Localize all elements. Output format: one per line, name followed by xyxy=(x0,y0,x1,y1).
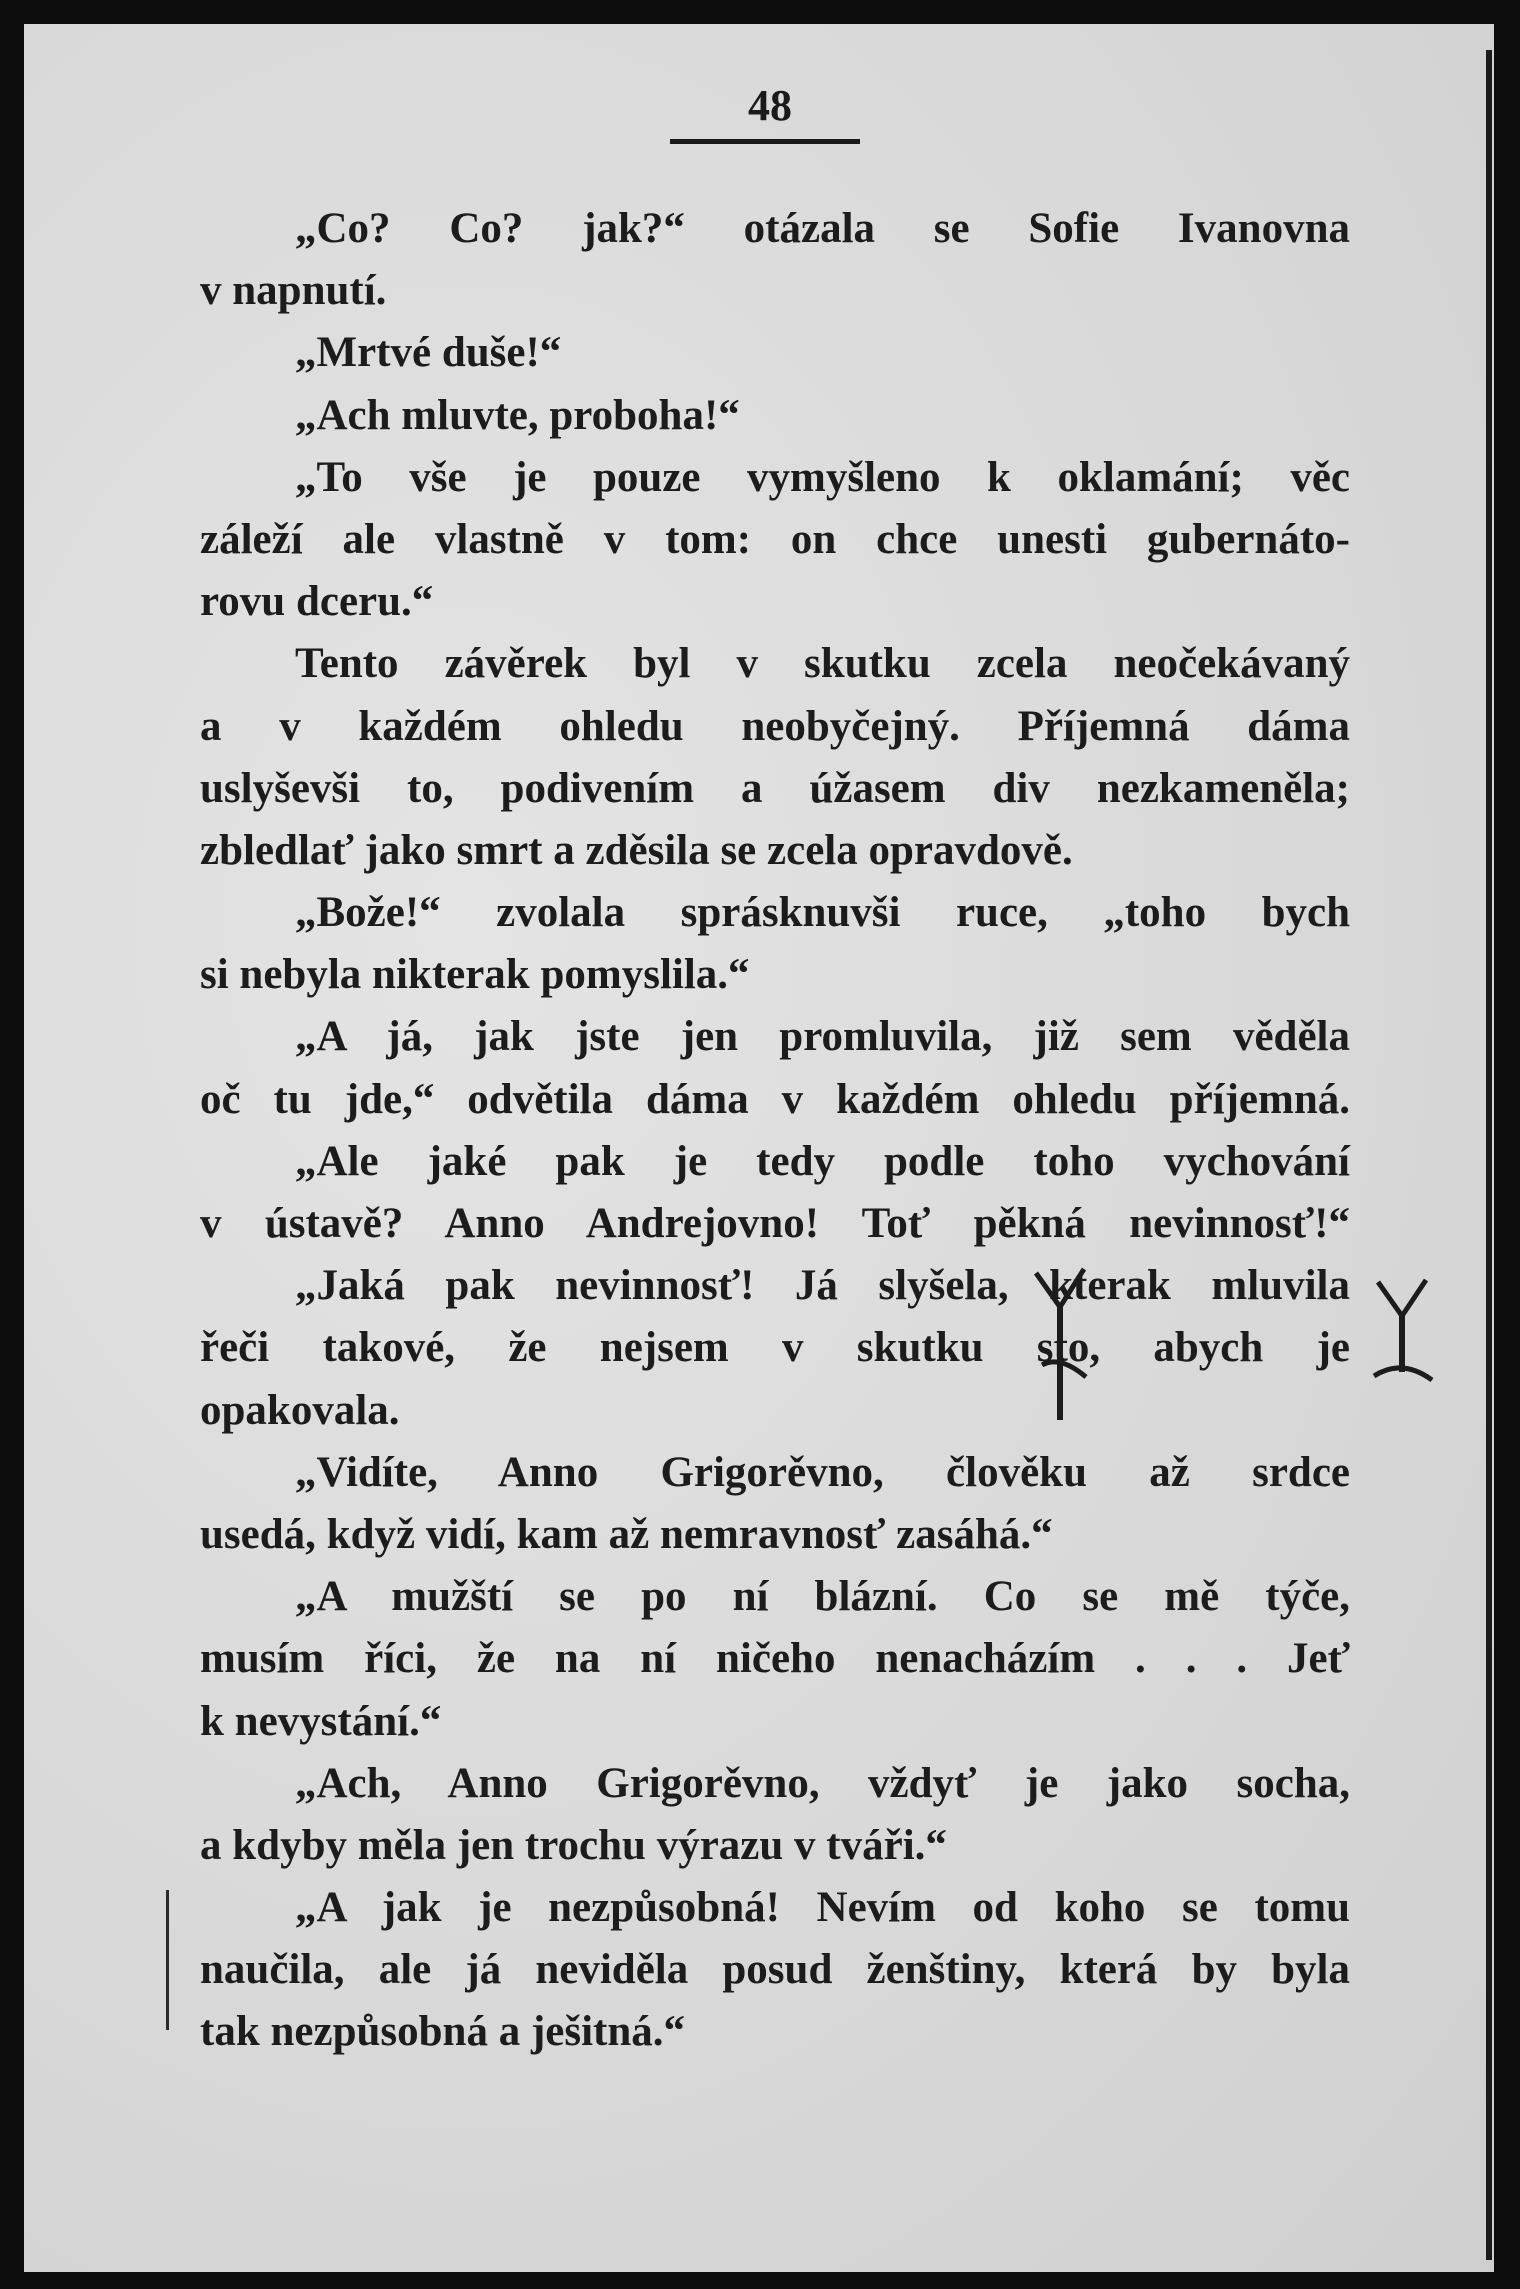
text-line: „A já, jak jste jen promluvila, již sem věděla xyxy=(295,1013,1350,1061)
text-line: záleží ale vlastně v tom: on chce unesti gubernáto- xyxy=(200,515,1350,563)
text-line: tak nezpůsobná a ješitná.“ xyxy=(200,2008,686,2056)
text-line: opakovala. xyxy=(200,1386,400,1434)
text-line: Tento závěrek byl v skutku zcela neočekávaný xyxy=(295,640,1350,688)
text-line: musím říci, že na ní ničeho nenacházím . . . Jeť xyxy=(200,1635,1350,1683)
text-line: „Ach mluvte, proboha!“ xyxy=(295,391,740,439)
text-line: si nebyla nikterak pomyslila.“ xyxy=(200,951,750,999)
page-edge-shadow xyxy=(1486,50,1492,2260)
text-line: „Ale jaké pak je tedy podle toho vychování xyxy=(295,1137,1350,1185)
text-line: „Ach, Anno Grigorěvno, vždyť je jako socha, xyxy=(295,1759,1350,1807)
body-text xyxy=(200,198,1350,2064)
text-line: „Vidíte, Anno Grigorěvno, člověku až srdce xyxy=(295,1448,1350,1496)
text-line: „Co? Co? jak?“ otázala se Sofie Ivanovna xyxy=(295,205,1350,252)
text-line: „A mužští se po ní blázní. Co se mě týče, xyxy=(295,1573,1350,1621)
text-line: usedá, když vidí, kam až nemravnosť zasáhá.“ xyxy=(200,1510,1053,1558)
text-line: řeči takové, že nejsem v skutku sto, abych je xyxy=(200,1324,1350,1372)
text-line: a kdyby měla jen trochu výrazu v tváři.“ xyxy=(200,1821,947,1869)
page-number: 48 xyxy=(748,81,792,130)
text-line: „Bože!“ zvolala sprásknuvši ruce, „toho bych xyxy=(295,889,1350,937)
text-line: rovu dceru.“ xyxy=(200,578,434,626)
text-line: v ústavě? Anno Andrejovno! Toť pěkná nevinnosť!“ xyxy=(200,1200,1350,1247)
text-line: zbledlať jako smrt a zděsila se zcela opravdově. xyxy=(200,826,1073,874)
text-line: „Mrtvé duše!“ xyxy=(295,329,562,377)
text-line: naučila, ale já neviděla posud ženštiny, která by byla xyxy=(200,1946,1350,1994)
text-line: „To vše je pouze vymyšleno k oklamání; věc xyxy=(295,453,1350,501)
text-line: uslyševši to, podivením a úžasem div nezkameněla; xyxy=(200,764,1350,812)
text-line: oč tu jde,“ odvětila dáma v každém ohledu příjemná. xyxy=(200,1075,1350,1123)
handwritten-margin-mark xyxy=(1368,1272,1438,1392)
text-line: k nevystání.“ xyxy=(200,1697,442,1745)
text-line: „A jak je nezpůsobná! Nevím od koho se tomu xyxy=(295,1884,1350,1932)
text-line: „Jaká pak nevinnosť! Já slyšela, kterak mluvila xyxy=(295,1262,1350,1310)
margin-pencil-line xyxy=(166,1890,169,2030)
page-number-rule xyxy=(670,139,860,144)
text-line: v napnutí. xyxy=(200,267,387,315)
handwritten-insertion-mark xyxy=(1028,1255,1098,1425)
text-line: a v každém ohledu neobyčejný. Příjemná dáma xyxy=(200,702,1350,750)
